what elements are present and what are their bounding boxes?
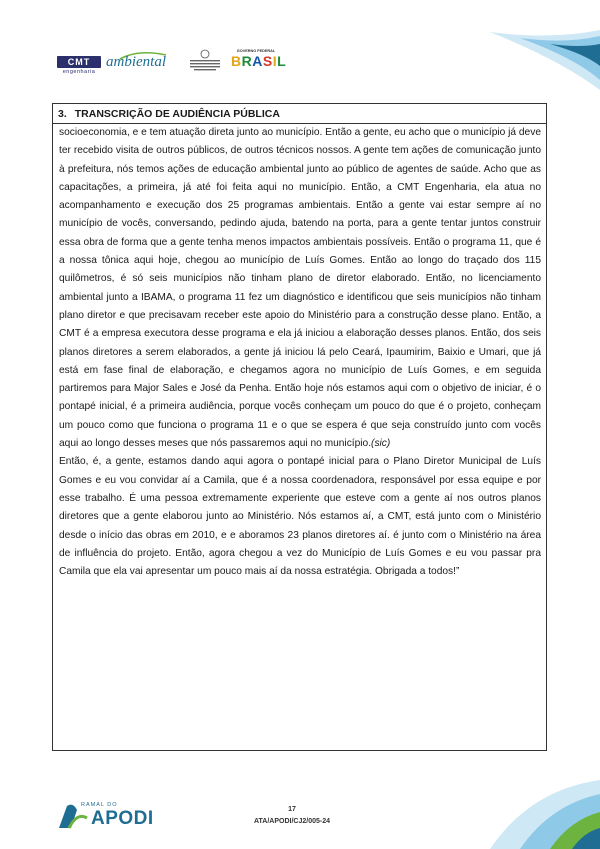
- page-header: [0, 0, 600, 90]
- brasil-letter: S: [262, 53, 273, 69]
- brasil-letter: L: [277, 53, 287, 69]
- section-heading: [53, 104, 546, 124]
- governo-federal-label: GOVERNO FEDERAL: [236, 49, 276, 53]
- logo-small-text: RAMAL DO: [81, 802, 118, 808]
- ambiental-logo: ambiental: [106, 54, 166, 70]
- section-title: TRANSCRIÇÃO DE AUDIÊNCIA PÚBLICA: [74, 108, 280, 120]
- ramal-do-apodi-logo: [55, 800, 165, 832]
- transcription-paragraph: [59, 124, 541, 453]
- brasil-wordmark: [231, 53, 287, 69]
- cmt-logo-subtitle: engenharia: [62, 69, 96, 75]
- paragraph-text: socioeconomia, e e tem atuação direta junto ao município. Então a gente, eu acho que o município já deve ter recebido visita de outros públicos, de outros técnicos nossos. A gente tem ações de comunicação junto à prefeitura, nós temos ações de educação ambiental junto ao público de agentes de saúde. Acho que as capacitações, a primeira, já até foi feita aqui no município. Então, a CMT Engenharia, ela atua no acompanhamento e execução dos 25 programas ambientais. Então a gente vai estar sempre aí no município de vocês, conversando, pedindo ajuda, batendo na porta, para a gente tentar juntos construir essa obra de forma que a gente tenha menos impactos ambientais possíveis. Então o programa 11, que é a nossa tônica aqui hoje, chegou ao município de Luís Gomes. Então ao longo do traçado dos 115 quilômetros, é só seis municípios não tinham plano de diretor elaborado. Então, no licenciamento ambiental junto a IBAMA, o programa 11 fez um diagnóstico e identificou que seis municípios não tinham plano diretor e que precisavam receber este apoio do Ministério para a construção desse plano. Então, a CMT é a empresa executora desse programa e ela já iniciou a elaboração desses planos. Então, dos seis planos diretores a serem elaborados, a gente já iniciou lá pelo Ceará, Ipaumirim, Baixio e Umari, que já está em fase final de elaboração, e chegamos agora no município de Luís Gomes, e em seguida partiremos para Major Sales e José da Penha. Então hoje nós estamos aqui com o objetivo de iniciar, é o pontapé inicial, é a primeira audiência, porque vocês conheçam um pouco do que é o projeto, conheçam um pouco como que funciona o programa 11 e o que se espera é que seja construído junto com vocês aqui ao longo desses meses que nós passaremos aqui no município.: [59, 127, 541, 450]
- brasil-letter: I: [272, 53, 278, 69]
- brasil-letter: R: [241, 53, 253, 69]
- transcription-body: [59, 124, 541, 581]
- governo-federal-logo: [231, 49, 287, 75]
- ministry-logo-icon: [186, 49, 224, 75]
- brasil-letter: B: [231, 53, 242, 69]
- page-number: 17: [288, 806, 296, 813]
- section-number: 3.: [58, 108, 67, 120]
- logo-big-text: APODI: [91, 808, 154, 829]
- transcription-paragraph: Então, é, a gente, estamos dando aqui agora o pontapé inicial para o Plano Diretor Municipal de Luís Gomes e eu vou convidar aí a Camila, que é a nossa coordenadora, responsável por essa equipe e por esse trabalho. É uma pessoa extremamente experiente que esteve com a gente aí nos outros planos diretores que a gente elaborou junto ao Ministério. Nós estamos aí, a CMT, está junto com o Ministério desde o início das obras em 2010, e e aboramos 23 planos diretores aí. é junto com o Ministério na área de influência do projeto. Então, agora chegou a vez do Município de Luís Gomes e eu vou passar pra Camila que ela vai apresentar um pouco mais aí da nossa estratégia. Obrigada a todos!”: [59, 456, 541, 578]
- header-wave-decoration: [480, 30, 600, 90]
- document-code: ATA/APODI/CJ2/005-24: [254, 818, 330, 825]
- cmt-logo-mark: CMT: [57, 56, 101, 68]
- brasil-letter: A: [252, 53, 263, 69]
- sic-note: (sic): [371, 438, 391, 450]
- transcription-frame: [52, 103, 547, 751]
- footer-wave-decoration: [490, 780, 600, 849]
- cmt-engenharia-logo: [57, 56, 101, 76]
